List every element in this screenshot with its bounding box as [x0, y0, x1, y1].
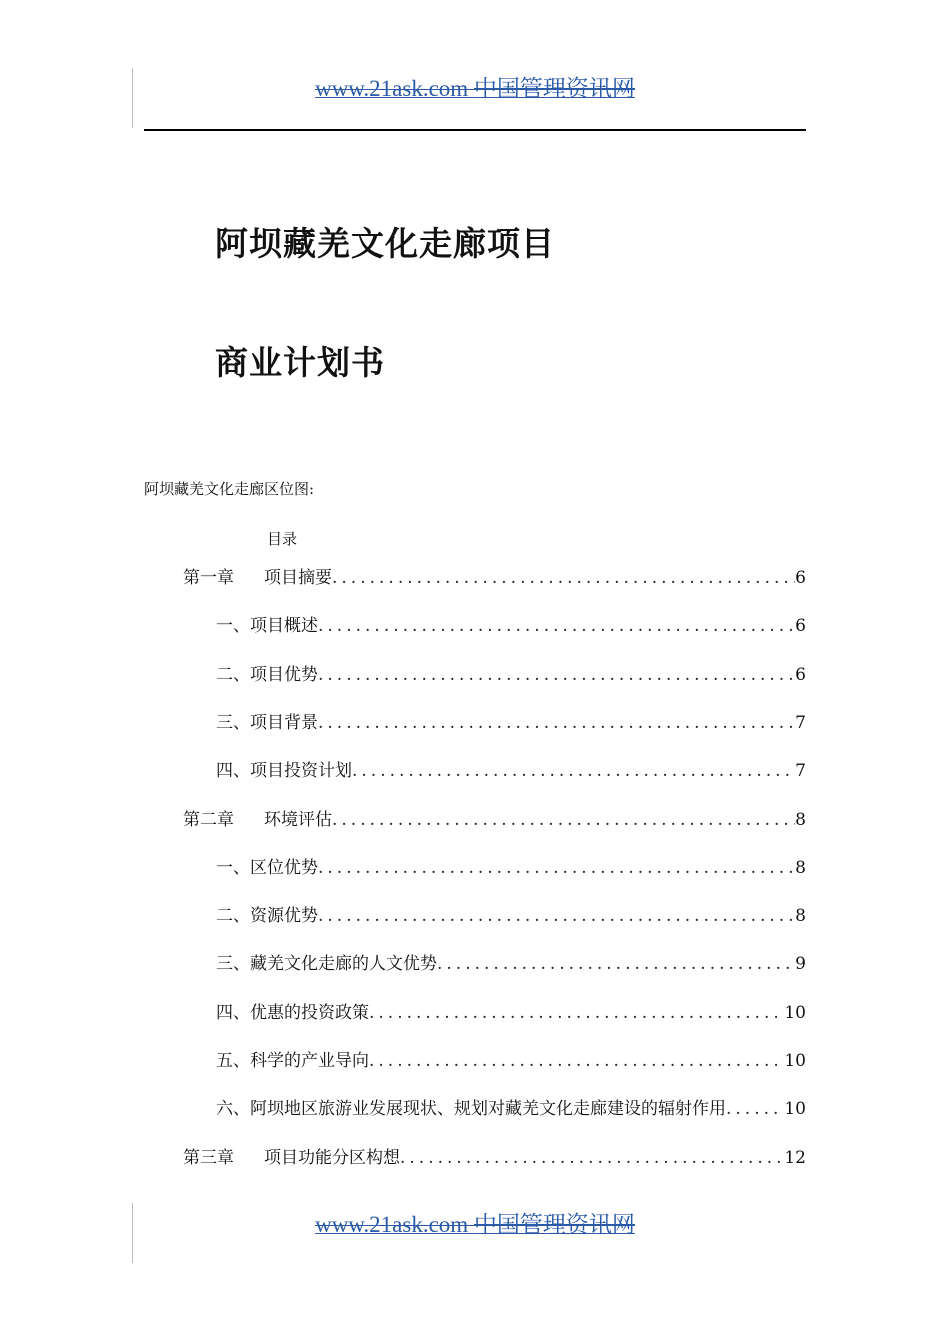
- toc-page-number: 12: [784, 1147, 806, 1168]
- toc-entry-title: 三、项目背景: [216, 712, 318, 733]
- toc-leader-dots: [332, 810, 795, 830]
- toc-section-entry[interactable]: [216, 1046, 806, 1070]
- toc-chapter-label: 第三章: [183, 1147, 234, 1168]
- toc-entry-title: 六、阿坝地区旅游业发展现状、规划对藏羌文化走廊建设的辐射作用: [216, 1099, 726, 1120]
- toc-leader-dots: [726, 1099, 784, 1119]
- toc-chapter-entry[interactable]: [183, 805, 806, 829]
- toc-leader-dots: [332, 568, 795, 588]
- header-site-name[interactable]: 中国管理资讯网: [473, 76, 635, 101]
- toc-section-entry[interactable]: [216, 660, 806, 684]
- toc-section-entry[interactable]: [216, 1094, 806, 1118]
- toc-page-number: 8: [795, 809, 806, 830]
- page-footer: [0, 1206, 950, 1239]
- toc-section-entry[interactable]: [216, 756, 806, 780]
- toc-chapter-label: 第二章: [183, 809, 234, 830]
- toc-leader-dots: [318, 858, 795, 878]
- toc-entry-title: 一、区位优势: [216, 857, 318, 878]
- toc-page-number: 7: [795, 712, 806, 733]
- toc-entry-title: 四、优惠的投资政策: [216, 1002, 369, 1023]
- toc-heading: 目录: [267, 530, 298, 548]
- document-title: 阿坝藏羌文化走廊项目: [215, 224, 555, 263]
- toc-chapter-entry[interactable]: [183, 1143, 806, 1167]
- toc-entry-title: 三、藏羌文化走廊的人文优势: [216, 954, 437, 975]
- header-link-url[interactable]: www.21ask.com: [315, 76, 474, 101]
- toc-section-entry[interactable]: [216, 901, 806, 925]
- header-rule: [144, 129, 806, 131]
- toc-page-number: 6: [795, 664, 806, 685]
- footer-site-name[interactable]: 中国管理资讯网: [473, 1212, 635, 1237]
- toc-page-number: 6: [795, 616, 806, 637]
- toc-entry-title: 五、科学的产业导向: [216, 1051, 369, 1071]
- toc-entry-title: 项目功能分区构想: [264, 1147, 400, 1168]
- toc-entry-title: 环境评估: [264, 809, 332, 830]
- toc-page-number: 9: [795, 954, 806, 975]
- toc-leader-dots: [318, 616, 795, 636]
- footer-link[interactable]: [315, 1212, 635, 1237]
- toc-page-number: 6: [795, 568, 806, 588]
- toc-leader-dots: [352, 761, 795, 781]
- toc-entry-title: 二、资源优势: [216, 906, 318, 927]
- toc-page-number: 10: [784, 1002, 806, 1023]
- toc-entry-title: 二、项目优势: [216, 664, 318, 685]
- toc-page-number: 10: [784, 1099, 806, 1120]
- toc-page-number: 8: [795, 906, 806, 927]
- toc-entry-title: 一、项目概述: [216, 616, 318, 637]
- toc-section-entry[interactable]: [216, 998, 806, 1022]
- toc-leader-dots: [318, 906, 795, 926]
- toc-entry-title: 项目摘要: [264, 568, 332, 588]
- document-subtitle: 商业计划书: [215, 343, 385, 382]
- page-header: [0, 70, 950, 103]
- toc-entry-title: 四、项目投资计划: [216, 761, 352, 782]
- toc-page-number: 10: [784, 1051, 806, 1071]
- toc-chapter-entry[interactable]: [183, 563, 806, 587]
- toc-leader-dots: [400, 1148, 784, 1168]
- toc-section-entry[interactable]: [216, 949, 806, 973]
- toc-chapter-label: 第一章: [183, 568, 234, 588]
- toc-page-number: 8: [795, 857, 806, 878]
- footer-link-url[interactable]: www.21ask.com: [315, 1212, 474, 1237]
- toc-section-entry[interactable]: [216, 708, 806, 732]
- header-link[interactable]: [315, 76, 635, 101]
- toc-page-number: 7: [795, 761, 806, 782]
- toc-section-entry[interactable]: [216, 611, 806, 635]
- toc-leader-dots: [437, 954, 795, 974]
- toc-leader-dots: [369, 1051, 784, 1071]
- toc-leader-dots: [369, 1003, 784, 1023]
- map-caption: 阿坝藏羌文化走廊区位图:: [144, 480, 315, 498]
- toc-leader-dots: [318, 665, 795, 685]
- toc-leader-dots: [318, 713, 795, 733]
- toc-section-entry[interactable]: [216, 853, 806, 877]
